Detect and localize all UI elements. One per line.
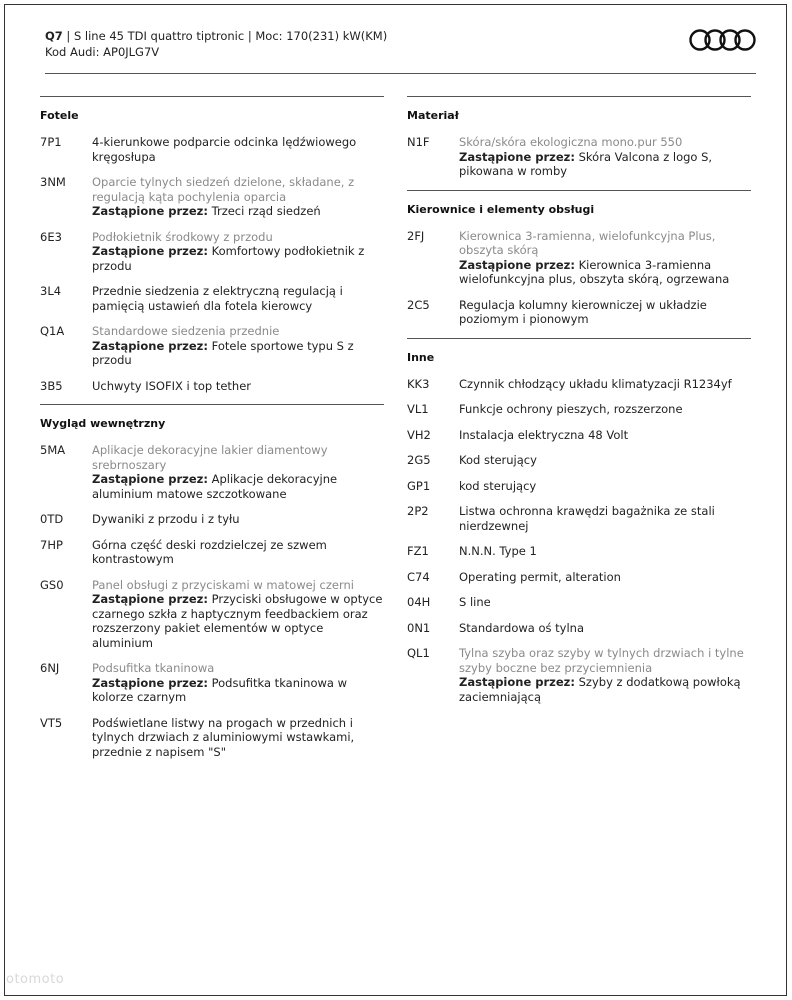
equipment-code: VH2 [407,427,431,442]
equipment-row [40,324,384,368]
equipment-code: 2C5 [407,297,430,312]
section [40,96,384,393]
equipment-row [407,428,751,443]
section-title: Inne [407,350,435,364]
replacement-option: Kierownica 3-ramienna wielofunkcyjna plus, obszyta skórą, ogrzewana [459,257,730,286]
equipment-code: 2P2 [407,504,429,518]
equipment-description [92,512,384,527]
equipment-row [40,443,384,501]
original-option: Podłokietnik środkowy z przodu [92,229,273,244]
equipment-row [40,230,384,274]
option-text: Górna część deski rozdzielczej ze szwem kontrastowym [92,537,327,566]
replacement-line [459,258,751,287]
option-text: N.N.N. Type 1 [459,544,537,558]
option-text: 4-kierunkowe podparcie odcinka lędźwiowego kręgosłupa [92,135,357,164]
equipment-code: 0TD [40,512,64,526]
original-option: Podsufitka tkaninowa [92,661,215,675]
equipment-code: FZ1 [407,544,429,558]
model-line [45,29,387,43]
option-text: kod sterujący [459,478,537,493]
equipment-row [40,716,384,760]
equipment-row [407,504,751,533]
model-name: Q7 [45,29,63,43]
section [407,96,751,179]
equipment-row [40,135,384,164]
equipment-code: C74 [407,569,430,584]
equipment-row [407,402,751,417]
model-details: | S line 45 TDI quattro tiptronic | Moc: 170(231) kW(KM) [62,29,388,43]
equipment-row [407,377,751,392]
audi-code: Kod Audi: AP0JLG7V [45,45,160,59]
option-text: Instalacja elektryczna 48 Volt [459,427,629,442]
equipment-row [40,661,384,705]
equipment-description [459,377,751,392]
replaced-by-label: Zastąpione przez: [459,257,575,272]
replacement-option: Skóra Valcona z logo S, pikowana w romby [459,149,713,178]
replaced-by-label: Zastąpione przez: [92,592,208,606]
equipment-description [92,230,384,274]
equipment-description [459,453,751,468]
equipment-description [459,570,751,585]
replacement-line [92,472,384,501]
equipment-row [40,512,384,527]
replaced-by-label: Zastąpione przez: [92,204,208,218]
section-title: Wygląd wewnętrzny [40,417,166,430]
section-title: Fotele [40,109,79,122]
replacement-option: Podsufitka tkaninowa w kolorze czarnym [92,675,348,704]
replaced-by-label: Zastąpione przez: [92,244,208,258]
equipment-description [459,595,751,610]
replacement-option: Trzeci rząd siedzeń [211,204,321,218]
equipment-code: 04H [407,595,431,609]
replacement-line [92,244,384,273]
replacement-option: Fotele sportowe typu S z przodu [92,338,354,367]
equipment-row [40,538,384,567]
replacement-option: Aplikacje dekoracyjne aluminium matowe szczotkowane [92,472,338,501]
replacement-line [92,592,384,650]
equipment-description [459,135,751,179]
equipment-row [40,578,384,651]
option-text: S line [459,595,491,609]
equipment-description [92,661,384,705]
replacement-option: Przyciski obsługowe w optyce czarnego szkła z haptycznym feedbackiem oraz rozszerzony pakiet elementów w optyce aluminium [92,592,383,650]
replacement-line [92,204,384,219]
replaced-by-label: Zastąpione przez: [459,675,575,689]
original-option: Panel obsługi z przyciskami w matowej czerni [92,577,354,592]
equipment-row [40,284,384,313]
equipment-description [459,479,751,494]
equipment-code: 2G5 [407,453,431,467]
equipment-description [92,716,384,760]
equipment-row [407,621,751,636]
equipment-code: 0N1 [407,620,431,635]
equipment-description [459,402,751,417]
equipment-code: VL1 [407,402,429,416]
watermark: otomoto [6,972,65,987]
equipment-description [92,538,384,567]
section-title: Kierownice i elementy obsługi [407,202,595,216]
option-text: Uchwyty ISOFIX i top tether [92,378,252,393]
equipment-description [459,504,751,533]
equipment-description [92,443,384,501]
option-text: Podświetlane listwy na progach w przednich i tylnych drzwiach z aluminiowymi wstawkami, przednie z napisem "S" [92,715,355,759]
equipment-code: N1F [407,135,430,149]
equipment-description [92,135,384,164]
equipment-description [92,284,384,313]
original-option: Standardowe siedzenia przednie [92,324,280,338]
equipment-row [407,544,751,559]
equipment-code: 6NJ [40,661,60,675]
replaced-by-label: Zastąpione przez: [459,149,575,164]
equipment-code: 3B5 [40,378,63,393]
equipment-row [407,570,751,585]
option-text: Przednie siedzenia z elektryczną regulacją i pamięcią ustawień dla fotela kierowcy [92,284,343,313]
original-option: Tylna szyba oraz szyby w tylnych drzwiach i tylne szyby boczne bez przyciemnienia [459,646,744,675]
equipment-code: 5MA [40,443,66,457]
equipment-code: 3L4 [40,284,62,298]
equipment-row [407,453,751,468]
equipment-row [407,595,751,610]
equipment-code: VT5 [40,715,63,730]
equipment-description [459,544,751,559]
equipment-code: 3NM [40,175,66,189]
header-divider [45,73,756,74]
equipment-row [407,135,751,179]
replacement-line [92,676,384,705]
equipment-code: 6E3 [40,229,62,244]
replaced-by-label: Zastąpione przez: [92,472,208,486]
original-option: Kierownica 3-ramienna, wielofunkcyjna Plus, obszyta skórą [459,228,716,257]
equipment-description [92,175,384,219]
section [40,404,384,759]
option-text: Listwa ochronna krawędzi bagażnika ze stali nierdzewnej [459,504,715,533]
equipment-code: 7P1 [40,135,62,149]
equipment-description [92,379,384,394]
equipment-description [459,646,751,704]
replacement-line [459,150,751,179]
equipment-code: GS0 [40,577,64,592]
section-title: Materiał [407,109,459,122]
replaced-by-label: Zastąpione przez: [92,338,208,353]
replacement-line [459,675,751,704]
audi-rings-logo [689,28,757,52]
equipment-row [407,298,751,327]
equipment-description [92,578,384,651]
option-text: Standardowa oś tylna [459,620,584,635]
replacement-option: Komfortowy podłokietnik z przodu [92,244,365,273]
option-text: Funkcje ochrony pieszych, rozszerzone [459,402,683,416]
option-text: Dywaniki z przodu i z tyłu [92,512,240,526]
option-text: Regulacja kolumny kierowniczej w układzie poziomym i pionowym [459,297,707,326]
equipment-code: GP1 [407,478,431,493]
replaced-by-label: Zastąpione przez: [92,675,208,690]
original-option: Skóra/skóra ekologiczna mono.pur 550 [459,135,683,149]
equipment-description [459,298,751,327]
equipment-code: Q1A [40,324,65,338]
replacement-option: Szyby z dodatkową powłoką zaciemniającą [459,675,741,704]
equipment-row [407,229,751,287]
equipment-row [407,646,751,704]
section [407,190,751,327]
option-text: Czynnik chłodzący układu klimatyzacji R1234yf [459,376,732,391]
replacement-line [92,339,384,368]
option-text: Kod sterujący [459,453,537,467]
section [407,338,751,705]
original-option: Aplikacje dekoracyjne lakier diamentowy srebrnoszary [92,443,328,472]
right-column [407,96,751,715]
equipment-code: 7HP [40,537,63,552]
equipment-code: 2FJ [407,228,425,243]
equipment-row [40,379,384,394]
equipment-description [459,428,751,443]
left-column [40,96,384,770]
equipment-description [459,229,751,287]
equipment-description [459,621,751,636]
option-text: Operating permit, alteration [459,569,621,584]
equipment-row [407,479,751,494]
equipment-row [40,175,384,219]
equipment-code: QL1 [407,646,430,660]
equipment-description [92,324,384,368]
equipment-code: KK3 [407,376,430,391]
original-option: Oparcie tylnych siedzeń dzielone, składane, z regulacją kąta pochylenia oparcia [92,175,355,204]
